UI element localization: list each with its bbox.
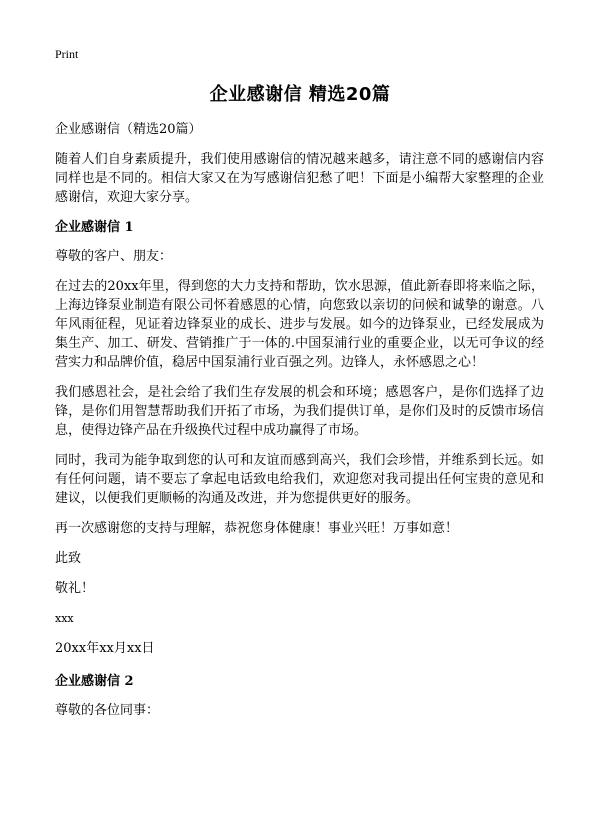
intro-line: 企业感谢信（精选20篇）: [55, 122, 202, 137]
closing-line: 此致: [55, 551, 82, 566]
body-paragraph: 再一次感谢您的支持与理解，恭祝您身体健康！事业兴旺！万事如意！: [55, 521, 459, 536]
body-paragraph: 我们感恩社会，是社会给了我们生存发展的机会和环境；感恩客户，是你们选择了边锋，是你们用智慧帮助我们开拓了市场，为我们提供订单，是你们及时的反馈市场信息，使得边锋产品在升级换代过程中成功赢得了市场。: [55, 385, 544, 438]
body-paragraph: 同时，我司为能争取到您的认可和友谊而感到高兴，我们会珍惜，并维系到长远。如有任何问题，请不要忘了拿起电话致电给我们，欢迎您对我司提出任何宝贵的意见和建议，以便我们更顺畅的沟通及改进，并为您提供更好的服务。: [55, 453, 544, 506]
print-link[interactable]: Print: [55, 47, 79, 61]
body-paragraph: 在过去的20xx年里，得到您的大力支持和帮助，饮水思源，值此新春即将来临之际，上海边锋泵业制造有限公司怀着感恩的心情，向您致以亲切的问候和诚挚的谢意。八年风雨征程，见证着边锋泵业的成长、进步与发展。如今的边锋泵业，已经发展成为集生产、加工、研发、营销推广于一体的.中国泵浦行业的重要企业，以无可争议的经营实力和品牌价值，稳居中国泵浦行业百强之列。边锋人，永怀感恩之心！: [55, 279, 544, 370]
closing-line: 敬礼！: [55, 581, 95, 596]
date-line: 20xx年xx月xx日: [55, 641, 155, 656]
salutation: 尊敬的客户、朋友：: [55, 249, 173, 264]
intro-paragraph: 随着人们自身素质提升，我们使用感谢信的情况越来越多，请注意不同的感谢信内容同样也是不同的。相信大家又在为写感谢信犯愁了吧！下面是小编帮大家整理的企业感谢信，欢迎大家分享。: [55, 152, 544, 205]
section-heading: 企业感谢信 2: [55, 674, 134, 689]
salutation: 尊敬的各位同事：: [55, 703, 160, 718]
section-heading: 企业感谢信 1: [55, 220, 134, 235]
signature: xxx: [55, 612, 74, 625]
page-title: 企业感谢信 精选20篇: [209, 84, 391, 105]
document-body: [55, 120, 544, 731]
